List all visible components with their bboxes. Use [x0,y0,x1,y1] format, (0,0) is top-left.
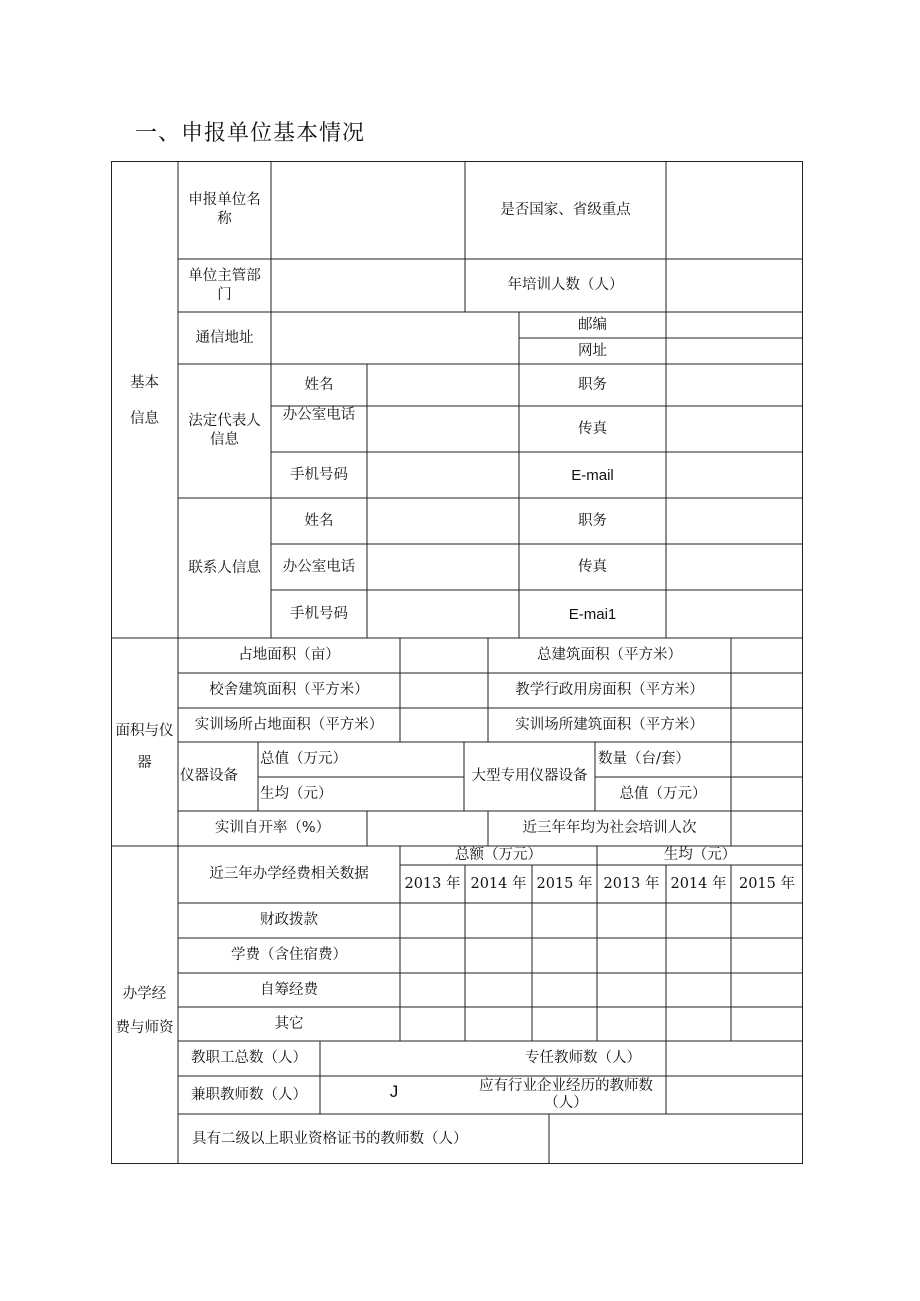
fund-cell-r0-c0[interactable] [400,903,465,938]
legal-email-field[interactable] [666,452,803,498]
legal-mobile-field[interactable] [367,452,519,498]
year-percap-2014: 2014 年 [670,875,727,892]
label-contact-mobile: 手机号码 [290,605,348,622]
label-land-area: 占地面积（亩） [238,647,340,663]
industry-experience-field[interactable] [666,1076,803,1114]
label-funds-per-capita: 生均（元） [663,847,737,863]
label-self-open-rate: 实训自开率（%） [214,820,331,836]
fund-cell-r0-c4[interactable] [666,903,731,938]
fund-cell-r1-c2[interactable] [532,938,597,973]
fund-cell-r0-c3[interactable] [597,903,666,938]
label-legal-name: 姓名 [304,376,334,393]
label-dorm-area: 校舍建筑面积（平方米） [209,682,369,698]
fund-cell-r2-c3[interactable] [597,973,666,1007]
label-total-building: 总建筑面积（平方米） [537,647,682,663]
fund-cell-r3-c5[interactable] [731,1007,803,1041]
admin-area-field[interactable] [731,673,803,708]
label-large-instruments: 大型专用仪器设备 [471,768,588,784]
label-legal-email: E-mail [571,466,614,484]
fund-cell-r2-c1[interactable] [465,973,532,1007]
label-training-land: 实训场所占地面积（平方米） [194,716,384,733]
address-field[interactable] [271,312,519,364]
label-total-value: 总值（万元） [260,751,347,767]
section-basic-line2: 信息 [130,411,159,427]
year-total-2015: 2015 年 [536,875,593,892]
label-contact-position: 职务 [578,512,607,529]
application-form [111,161,803,1164]
label-legal-rep-text: 法定代表人信息 [188,413,261,448]
label-admin-area: 教学行政用房面积（平方米） [515,682,704,698]
training-land-field[interactable] [400,708,488,742]
fund-cell-r2-c4[interactable] [666,973,731,1007]
year-percap-2015: 2015 年 [738,875,795,892]
legal-fax-field[interactable] [666,406,803,452]
fund-cell-r3-c1[interactable] [465,1007,532,1041]
fund-cell-r2-c2[interactable] [532,973,597,1007]
contact-fax-field[interactable] [666,544,803,590]
contact-email-field[interactable] [666,590,803,638]
label-level2-cert: 具有二级以上职业资格证书的教师数（人） [192,1130,468,1147]
training-building-field[interactable] [731,708,803,742]
self-open-rate-field[interactable] [367,811,488,846]
label-parttime-teachers: 兼职教师数（人） [191,1086,307,1103]
fund-cell-r3-c0[interactable] [400,1007,465,1041]
label-website: 网址 [578,342,607,359]
label-contact-name: 姓名 [304,512,334,529]
total-value2-field[interactable] [731,777,803,811]
label-self-raised: 自筹经费 [260,981,318,998]
contact-office-phone-field[interactable] [367,544,519,590]
fund-cell-r1-c5[interactable] [731,938,803,973]
label-unit-name: 申报单位名称 [188,192,261,227]
parttime-teachers-field[interactable]: J [389,1081,399,1101]
section-funds-line2: 费与师资 [115,1020,174,1036]
label-legal-mobile: 手机号码 [290,466,348,483]
label-per-student: 生均（元） [260,785,333,802]
label-total-value2: 总值（万元） [619,785,707,802]
label-fiscal-allocation: 财政拨款 [260,912,318,928]
supervisor-field[interactable] [271,259,465,312]
year-total-2014: 2014 年 [470,875,527,892]
legal-name-field[interactable] [367,364,519,406]
dorm-area-field[interactable] [400,673,488,708]
per-student-field[interactable] [366,777,464,811]
label-instruments: 仪器设备 [180,768,238,784]
label-supervisor: 单位主管部门 [188,267,261,303]
label-annual-trainees: 年培训人数（人） [507,277,624,293]
label-other-funds: 其它 [274,1015,304,1032]
label-address: 通信地址 [195,329,254,346]
label-quantity: 数量（台/套） [598,751,690,767]
section-basic-line1: 基本 [130,375,159,391]
fund-cell-r0-c2[interactable] [532,903,597,938]
section-area-line1: 面积与仪 [115,723,174,739]
section-funds-line1: 办学经 [122,986,167,1002]
fund-cell-r2-c0[interactable] [400,973,465,1007]
fund-cell-r3-c2[interactable] [532,1007,597,1041]
fund-cell-r1-c3[interactable] [597,938,666,973]
postcode-field[interactable] [666,312,803,338]
label-fulltime-teachers: 专任教师数（人） [525,1050,641,1066]
fund-cell-r0-c5[interactable] [731,903,803,938]
land-area-field[interactable] [400,638,488,673]
fund-cell-r1-c4[interactable] [666,938,731,973]
legal-office-phone-field[interactable] [367,406,519,452]
unit-name-field[interactable] [271,161,465,259]
label-training-building: 实训场所建筑面积（平方米） [515,716,704,733]
label-legal-position: 职务 [578,376,607,393]
annual-trainees-field[interactable] [666,259,803,312]
label-total-staff: 教职工总数（人） [191,1050,307,1066]
section-area-line2: 器 [137,755,152,771]
level2-cert-field[interactable] [549,1114,803,1164]
social-training-field[interactable] [731,811,803,846]
key-level-field[interactable] [666,161,803,259]
fund-cell-r3-c4[interactable] [666,1007,731,1041]
page-title: 一、申报单位基本情况 [135,121,366,146]
website-field[interactable] [666,338,803,364]
label-funds-total: 总额（万元） [455,847,542,863]
label-contact-fax: 传真 [578,558,607,575]
year-percap-2013: 2013 年 [603,875,660,892]
fulltime-teachers-field[interactable] [666,1041,803,1076]
label-legal-rep [178,364,271,498]
label-legal-office-phone: 办公室电话 [282,407,356,423]
total-staff-field[interactable] [320,1041,440,1076]
contact-name-field[interactable] [367,498,519,544]
label-industry-experience-text: 应有行业企业经历的教师数（人） [479,1078,653,1111]
quantity-field[interactable] [731,742,803,777]
contact-position-field[interactable] [666,498,803,544]
section-basic-info [111,364,178,438]
label-funds-header: 近三年办学经费相关数据 [209,866,369,882]
total-building-field[interactable] [731,638,803,673]
contact-mobile-field[interactable] [367,590,519,638]
label-postcode: 邮编 [578,316,607,333]
label-social-training: 近三年年均为社会培训人次 [522,820,697,836]
total-value-field[interactable] [366,742,464,777]
year-total-2013: 2013 年 [404,875,461,892]
fund-cell-r1-c0[interactable] [400,938,465,973]
label-tuition: 学费（含住宿费） [231,947,347,963]
fund-cell-r3-c3[interactable] [597,1007,666,1041]
fund-cell-r0-c1[interactable] [465,903,532,938]
fund-cell-r1-c1[interactable] [465,938,532,973]
section-area-instruments [111,711,178,783]
label-key-level: 是否国家、省级重点 [500,201,631,218]
legal-position-field[interactable] [666,364,803,406]
section-funds-staff [111,976,178,1046]
label-legal-fax: 传真 [578,420,607,437]
fund-cell-r2-c5[interactable] [731,973,803,1007]
label-contact-email: E-mai1 [568,605,617,623]
label-industry-experience [466,1076,666,1114]
label-contact-office-phone: 办公室电话 [282,558,356,575]
label-contact: 联系人信息 [188,559,261,576]
